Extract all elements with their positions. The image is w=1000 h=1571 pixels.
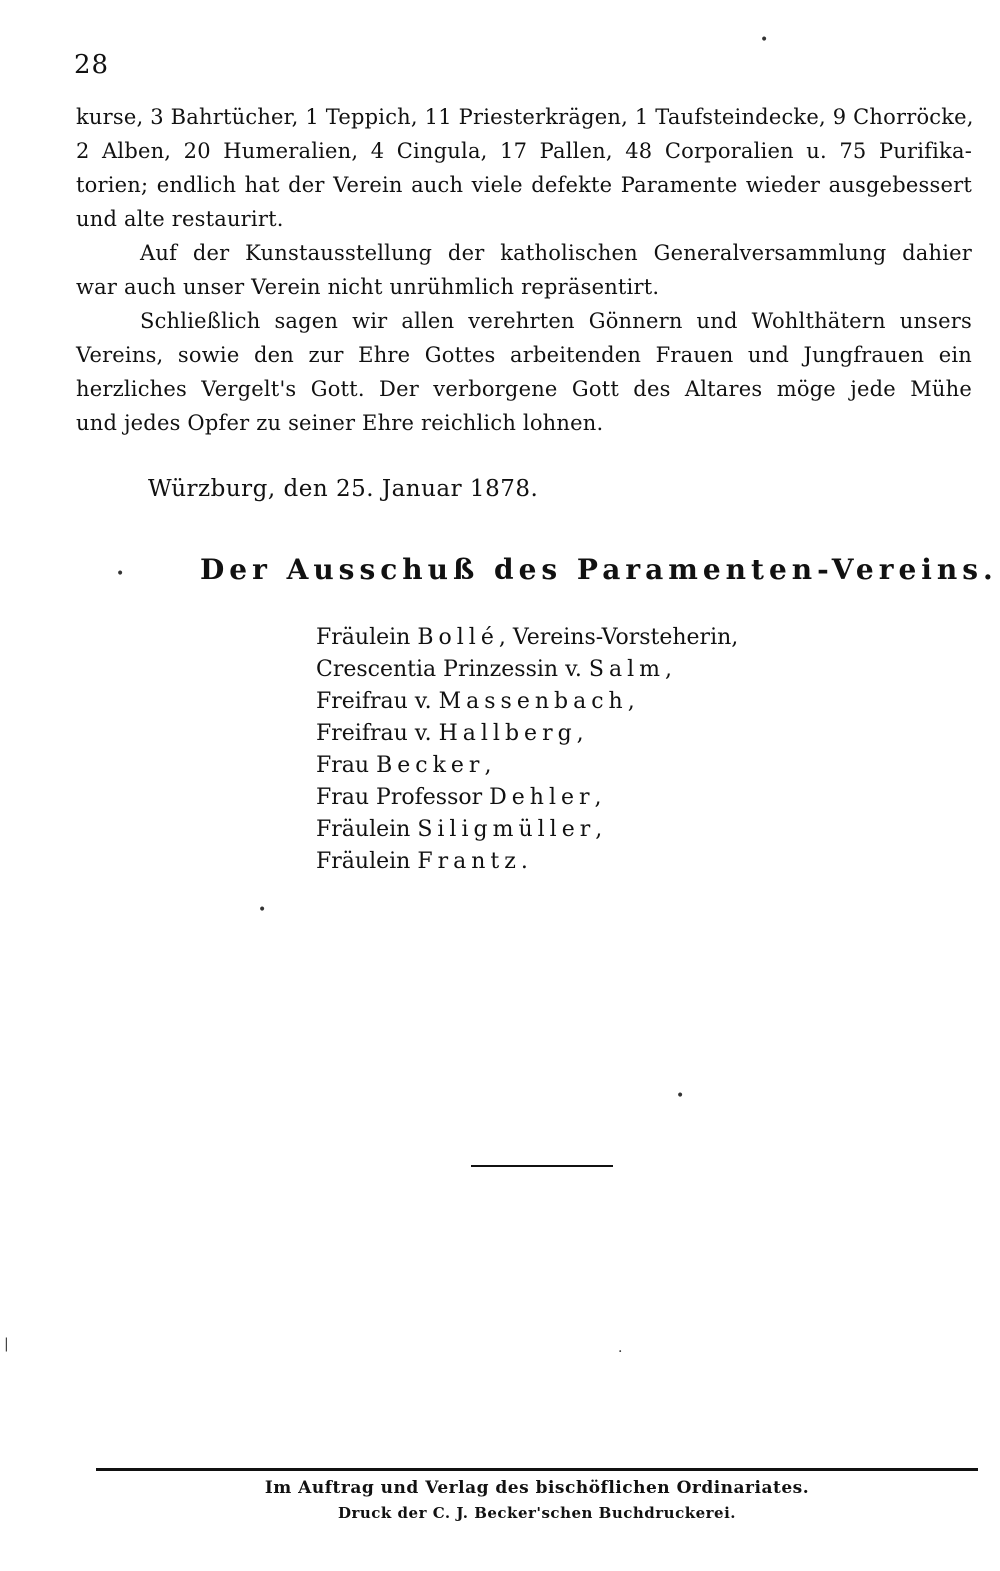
member-entry	[316, 846, 738, 878]
text-line: Auf der Kunstausstellung der katholischen Generalversammlung dahier	[140, 241, 972, 265]
text-line: und jedes Opfer zu seiner Ehre reichlich lohnen.	[76, 411, 604, 435]
member-prefix: Freifrau v.	[316, 689, 439, 714]
member-prefix: Fräulein	[316, 817, 418, 842]
member-entry	[316, 750, 738, 782]
member-name: Massenbach	[438, 689, 628, 714]
committee-heading: Der Ausschuß des Paramenten-Vereins.	[200, 553, 998, 586]
member-prefix: Crescentia Prinzessin v.	[316, 657, 589, 682]
text-line: torien; endlich hat der Verein auch viele defekte Paramente wieder ausgebessert	[76, 173, 972, 197]
print-speck: •	[258, 902, 267, 918]
text-line: 2 Alben, 20 Humeralien, 4 Cingula, 17 Pallen, 48 Corporalien u. 75 Purifika-	[76, 139, 972, 163]
member-name: Bollé	[417, 625, 499, 650]
footer-rule	[96, 1468, 978, 1471]
member-suffix: .	[520, 849, 528, 874]
member-list	[316, 622, 738, 878]
print-speck: •	[116, 566, 125, 582]
member-prefix: Frau Professor	[316, 785, 490, 810]
text-line: kurse, 3 Bahrtücher, 1 Teppich, 11 Priesterkrägen, 1 Taufsteindecke, 9 Chorröcke,	[76, 105, 974, 129]
member-entry	[316, 622, 738, 654]
print-speck: ·	[618, 1344, 623, 1360]
print-speck: •	[760, 32, 769, 48]
member-name: Dehler	[489, 785, 595, 810]
member-entry	[316, 782, 738, 814]
member-name: Hallberg	[438, 721, 577, 746]
text-line: herzliches Vergelt's Gott. Der verborgene Gott des Altares möge jede Mühe	[76, 377, 972, 401]
member-name: Becker	[376, 753, 485, 778]
member-suffix: ,	[484, 753, 492, 778]
print-speck: •	[676, 1088, 685, 1104]
member-entry	[316, 718, 738, 750]
member-prefix: Freifrau v.	[316, 721, 439, 746]
member-prefix: Frau	[316, 753, 377, 778]
member-name: Frantz	[417, 849, 521, 874]
text-line: und alte restaurirt.	[76, 207, 284, 231]
text-line: war auch unser Verein nicht unrühmlich repräsentirt.	[76, 275, 660, 299]
member-suffix: ,	[595, 817, 603, 842]
member-suffix: ,	[594, 785, 602, 810]
print-speck: |	[4, 1336, 9, 1352]
member-suffix: ,	[576, 721, 584, 746]
member-suffix: ,	[664, 657, 672, 682]
member-name: Salm	[588, 657, 665, 682]
imprint-printer: Druck der C. J. Becker'schen Buchdruckerei.	[337, 1504, 737, 1522]
member-entry	[316, 654, 738, 686]
body-text	[76, 100, 972, 440]
member-name: Siligmüller	[417, 817, 596, 842]
page-number: 28	[74, 50, 110, 80]
imprint-publisher: Im Auftrag und Verlag des bischöflichen Ordinariates.	[264, 1478, 810, 1498]
text-line: Vereins, sowie den zur Ehre Gottes arbeitenden Frauen und Jungfrauen ein	[76, 343, 972, 367]
member-entry	[316, 686, 738, 718]
text-line: Schließlich sagen wir allen verehrten Gönnern und Wohlthätern unsers	[140, 309, 972, 333]
member-suffix: , Vereins-Vorsteherin,	[498, 625, 739, 650]
separator-rule	[471, 1165, 613, 1167]
member-prefix: Fräulein	[316, 625, 418, 650]
member-suffix: ,	[627, 689, 635, 714]
member-entry	[316, 814, 738, 846]
member-prefix: Fräulein	[316, 849, 418, 874]
dateline: Würzburg, den 25. Januar 1878.	[148, 476, 539, 502]
